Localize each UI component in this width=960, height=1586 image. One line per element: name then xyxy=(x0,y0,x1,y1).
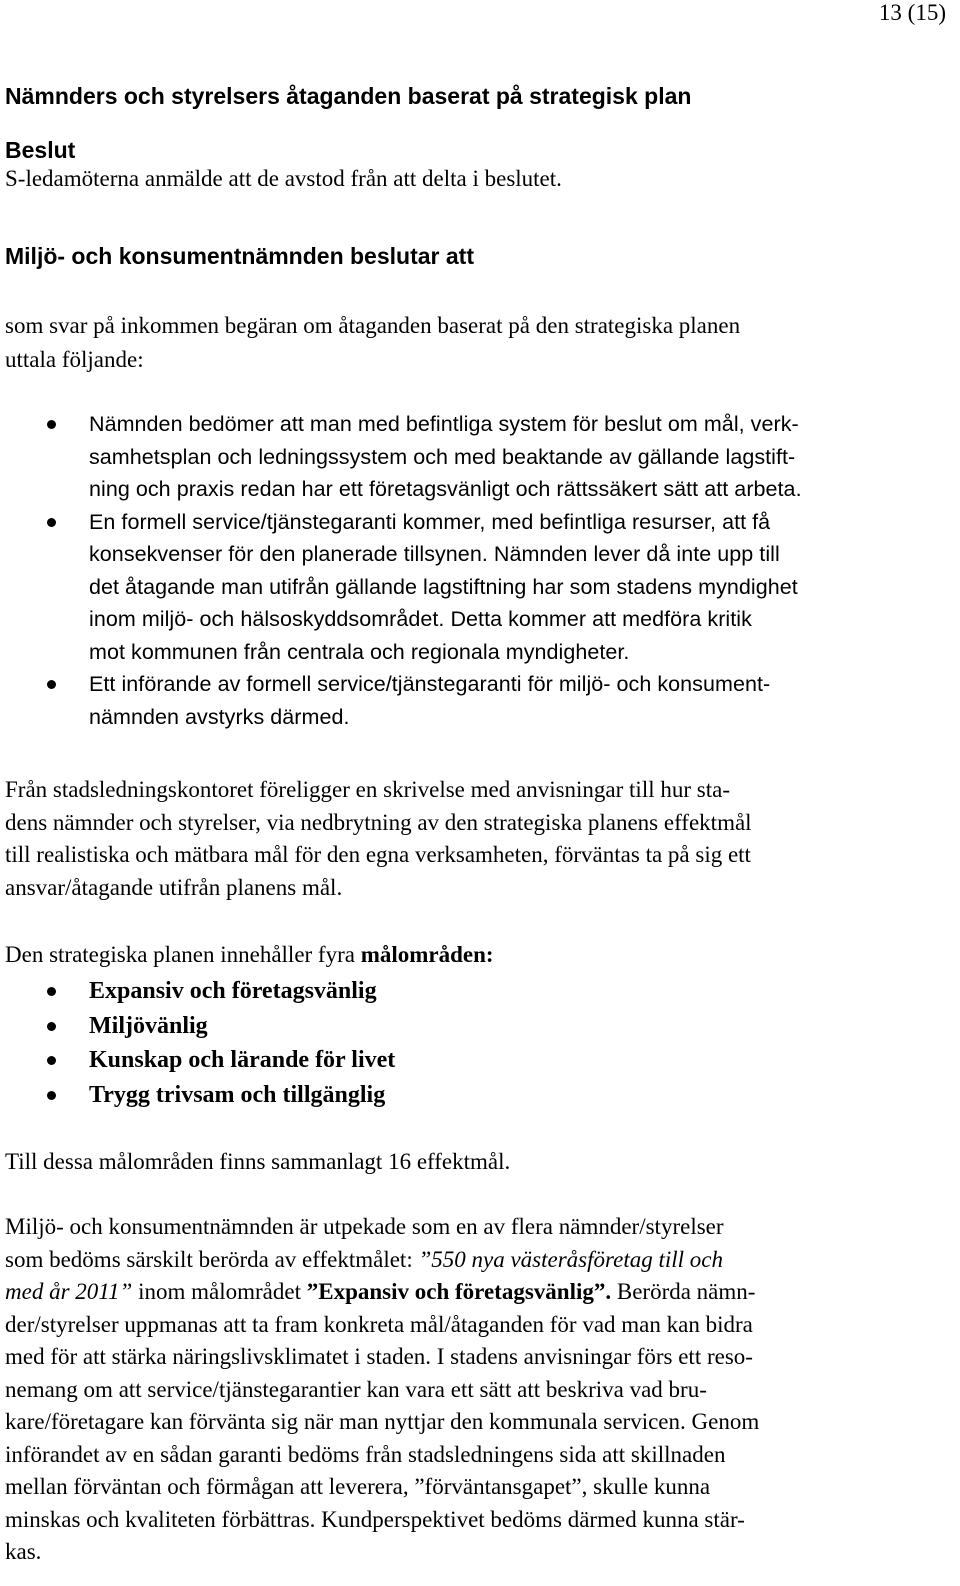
text-line: En formell service/tjänstegaranti kommer, med befintliga resurser, att få xyxy=(89,509,771,534)
effektmal-quote: ”550 nya västeråsföretag till och xyxy=(418,1246,723,1272)
text-line: der/styrelser uppmanas att ta fram konkreta mål/åtaganden för vad man kan bidra xyxy=(5,1311,753,1337)
main-heading: Nämnders och styrelsers åtaganden baserat på strategisk plan xyxy=(5,83,692,109)
text-line: Ett införande av formell service/tjänstegaranti för miljö- och konsument- xyxy=(89,672,771,696)
malomrade-label: Expansiv och företagsvänlig xyxy=(89,978,377,1004)
malomrade-item xyxy=(5,1043,945,1078)
beslut-text: S-ledamöterna anmälde att de avstod från att delta i beslutet. xyxy=(5,166,562,191)
bullet-icon xyxy=(47,1022,56,1031)
final-paragraph xyxy=(5,1211,945,1569)
bullet-icon xyxy=(47,420,56,429)
text-segment: som bedöms särskilt berörda av effektmålet: xyxy=(5,1246,419,1272)
malomraden-intro-bold: målområden: xyxy=(360,942,494,967)
text-line: nemang om att service/tjänstegarantier kan vara ett sätt att beskriva vad bru- xyxy=(5,1376,707,1402)
malomrade-label: Miljövänlig xyxy=(89,1012,208,1039)
text-line: kare/företagare kan förvänta sig när man nyttjar den kommunala servicen. Genom xyxy=(5,1409,760,1434)
decision-intro-line: uttala följande: xyxy=(5,347,144,372)
text-line: minskas och kvaliteten förbättras. Kundperspektivet bedöms därmed kunna stär- xyxy=(5,1506,745,1532)
text-line: till realistiska och mätbara mål för den egna verksamheten, förväntas ta på sig ett xyxy=(5,842,751,867)
bullet-icon xyxy=(47,518,56,527)
malomrade-label: Trygg trivsam och tillgänglig xyxy=(89,1081,386,1108)
decision-heading: Miljö- och konsumentnämnden beslutar att xyxy=(5,243,474,269)
stadsledning-paragraph xyxy=(5,774,945,904)
malomrade-item xyxy=(5,1078,945,1113)
malomraden-intro xyxy=(5,939,945,972)
bullet-icon xyxy=(47,1091,56,1100)
decision-bullet-item xyxy=(5,408,945,506)
malomrade-item xyxy=(5,974,945,1009)
text-line: samhetsplan och ledningssystem och med beaktande av gällande lagstift- xyxy=(89,444,796,469)
decision-bullet-item xyxy=(5,506,945,669)
malomraden-list xyxy=(5,974,945,1112)
text-line: dens nämnder och styrelser, via nedbrytning av den strategiska planens effektmål xyxy=(5,809,752,835)
text-line: mellan förväntan och förmågan att leverera, ”förväntansgapet”, skulle kunna xyxy=(5,1474,711,1499)
text-line: införandet av en sådan garanti bedöms från stadsledningens sida att skillnaden xyxy=(5,1441,726,1467)
text-line xyxy=(5,1244,945,1277)
decision-bullet-list xyxy=(5,408,945,733)
bullet-icon xyxy=(47,987,56,996)
text-segment: Berörda nämn- xyxy=(611,1279,756,1304)
text-line: inom miljö- och hälsoskyddsområdet. Detta kommer att medföra kritik xyxy=(89,607,752,631)
decision-intro xyxy=(5,309,945,377)
text-line: med för att stärka näringslivsklimatet i staden. I stadens anvisningar förs ett reso- xyxy=(5,1344,753,1369)
effektmal-paragraph: Till dessa målområden finns sammanlagt 16 effektmål. xyxy=(5,1149,511,1174)
text-line: mot kommunen från centrala och regionala myndigheter. xyxy=(89,639,630,664)
decision-bullet-item xyxy=(5,668,945,733)
bullet-icon xyxy=(47,680,56,689)
decision-intro-line: som svar på inkommen begäran om åtaganden baserat på den strategiska planen xyxy=(5,313,741,338)
text-line: ansvar/åtagande utifrån planens mål. xyxy=(5,874,343,900)
text-line: det åtagande man utifrån gällande lagstiftning har som stadens myndighet xyxy=(89,574,798,599)
text-line: kas. xyxy=(5,1539,42,1564)
malomrade-item xyxy=(5,1009,945,1044)
text-line: Från stadsledningskontoret föreligger en skrivelse med anvisningar till hur sta- xyxy=(5,777,730,802)
malomrade-label: Kunskap och lärande för livet xyxy=(89,1047,396,1073)
text-line: nämnden avstyrks därmed. xyxy=(89,704,350,729)
text-segment: inom målområdet xyxy=(132,1279,307,1304)
malomrade-quote: ”Expansiv och företagsvänlig”. xyxy=(306,1279,612,1304)
text-line: konsekvenser för den planerade tillsynen. Nämnden lever då inte upp till xyxy=(89,542,780,566)
malomraden-intro-text: Den strategiska planen innehåller fyra xyxy=(5,942,361,967)
beslut-heading: Beslut xyxy=(5,137,76,163)
text-line xyxy=(5,1276,945,1309)
bullet-icon xyxy=(47,1056,56,1065)
text-line: Nämnden bedömer att man med befintliga system för beslut om mål, verk- xyxy=(89,412,799,436)
text-line: Miljö- och konsumentnämnden är utpekade som en av flera nämnder/styrelser xyxy=(5,1214,724,1239)
text-line: ning och praxis redan har ett företagsvänligt och rättssäkert sätt att arbeta. xyxy=(89,477,802,501)
page-number: 13 (15) xyxy=(878,0,946,25)
effektmal-quote-end: med år 2011” xyxy=(5,1279,133,1304)
